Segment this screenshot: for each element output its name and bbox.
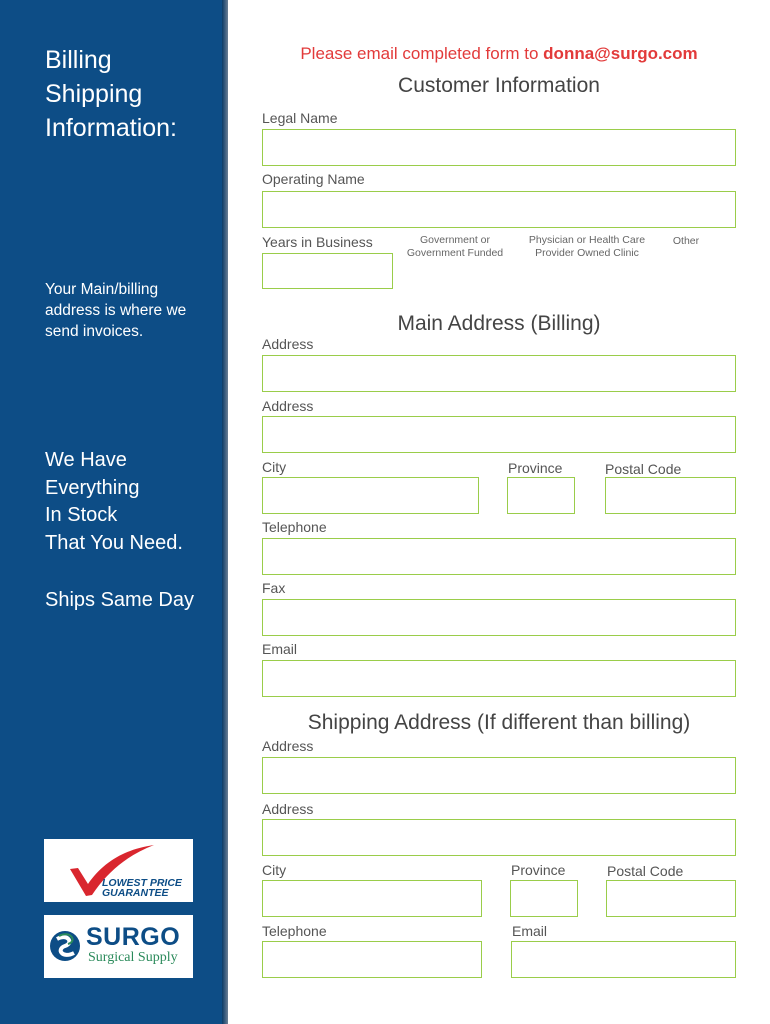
slogan-line-4: That You Need. bbox=[45, 531, 183, 554]
billing-postal-field[interactable] bbox=[605, 477, 736, 514]
slogan-line-2: Everything bbox=[45, 476, 140, 499]
sidebar-title bbox=[45, 43, 177, 145]
email-address-link[interactable]: donna@surgo.com bbox=[543, 44, 698, 63]
lowest-price-text bbox=[102, 878, 182, 898]
billing-email-label: Email bbox=[262, 641, 298, 657]
billing-fax-label: Fax bbox=[262, 580, 286, 596]
lowest-price-line-2: GUARANTEE bbox=[102, 887, 169, 899]
billing-province-label: Province bbox=[508, 460, 563, 476]
sidebar-title-line-1: Billing bbox=[45, 46, 112, 74]
billing-fax-field[interactable] bbox=[262, 599, 736, 636]
billing-telephone-field[interactable] bbox=[262, 538, 736, 575]
years-in-business-field[interactable] bbox=[262, 253, 393, 289]
billing-address2-field[interactable] bbox=[262, 416, 736, 453]
ships-same-day: Ships Same Day bbox=[45, 589, 194, 611]
shipping-province-field[interactable] bbox=[510, 880, 578, 917]
sidebar-title-line-2: Shipping bbox=[45, 80, 143, 108]
shipping-telephone-label: Telephone bbox=[262, 923, 327, 939]
shipping-postal-field[interactable] bbox=[606, 880, 736, 917]
billing-province-field[interactable] bbox=[507, 477, 575, 514]
email-instruction bbox=[228, 44, 770, 64]
surgo-name: SURGO bbox=[86, 923, 181, 951]
shipping-title: Shipping Address (If different than billing) bbox=[307, 711, 691, 734]
shipping-address2-field[interactable] bbox=[262, 819, 736, 856]
slogan bbox=[45, 447, 183, 557]
billing-note: Your Main/billing address is where we send invoices. bbox=[45, 281, 187, 340]
sidebar-title-line-3: Information: bbox=[45, 114, 178, 142]
surgo-emblem-icon bbox=[48, 927, 88, 967]
shipping-postal-label: Postal Code bbox=[607, 863, 684, 879]
billing-email-field[interactable] bbox=[262, 660, 736, 697]
sidebar-edge bbox=[222, 0, 228, 1024]
operating-name-label: Operating Name bbox=[262, 171, 365, 187]
lowest-price-line-1: LOWEST PRICE bbox=[102, 877, 182, 889]
option-physician[interactable]: Physician or Health Care Provider Owned Clinic bbox=[528, 234, 646, 259]
shipping-address2-label: Address bbox=[262, 801, 314, 817]
billing-city-field[interactable] bbox=[262, 477, 479, 514]
shipping-email-field[interactable] bbox=[511, 941, 736, 978]
sidebar bbox=[0, 0, 222, 1024]
shipping-email-label: Email bbox=[512, 923, 548, 939]
shipping-address1-label: Address bbox=[262, 738, 314, 754]
shipping-province-label: Province bbox=[511, 862, 566, 878]
slogan-line-3: In Stock bbox=[45, 504, 118, 526]
billing-telephone-label: Telephone bbox=[262, 519, 327, 535]
option-other[interactable]: Other bbox=[672, 235, 700, 247]
years-in-business-label: Years in Business bbox=[262, 234, 373, 250]
shipping-telephone-field[interactable] bbox=[262, 941, 482, 978]
shipping-address1-field[interactable] bbox=[262, 757, 736, 794]
billing-title: Main Address (Billing) bbox=[397, 312, 601, 335]
shipping-city-field[interactable] bbox=[262, 880, 482, 917]
billing-address1-field[interactable] bbox=[262, 355, 736, 392]
legal-name-field[interactable] bbox=[262, 129, 736, 166]
billing-address1-label: Address bbox=[262, 336, 314, 352]
surgo-subtitle: Surgical Supply bbox=[88, 950, 178, 965]
surgo-logo bbox=[44, 915, 193, 978]
option-government[interactable]: Government or Government Funded bbox=[406, 234, 504, 259]
email-instruction-text: Please email completed form to bbox=[300, 44, 544, 63]
legal-name-label: Legal Name bbox=[262, 110, 338, 126]
operating-name-field[interactable] bbox=[262, 191, 736, 228]
shipping-city-label: City bbox=[262, 862, 287, 878]
billing-city-label: City bbox=[262, 459, 287, 475]
lowest-price-guarantee-badge bbox=[44, 839, 193, 902]
billing-postal-label: Postal Code bbox=[605, 461, 682, 477]
slogan-line-1: We Have bbox=[45, 449, 127, 471]
customer-info-title: Customer Information bbox=[398, 74, 600, 97]
billing-address2-label: Address bbox=[262, 398, 314, 414]
